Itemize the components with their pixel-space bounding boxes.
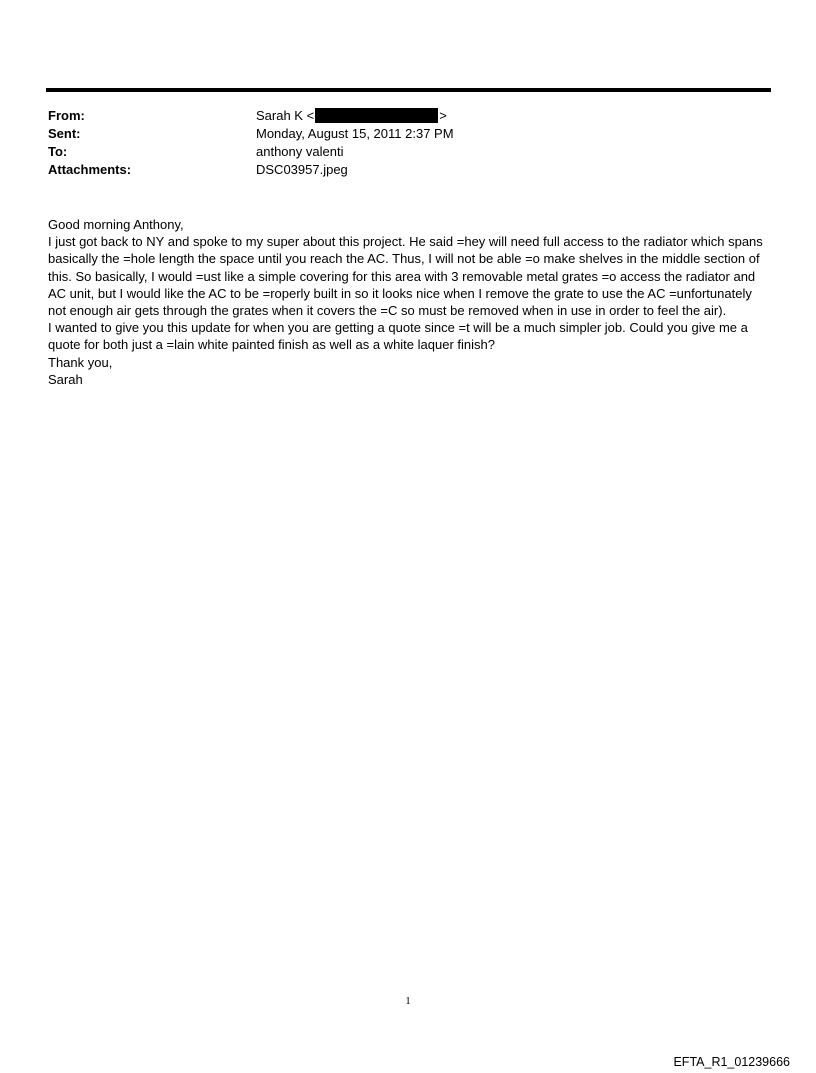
signature: Sarah (48, 371, 83, 387)
attachment-filename: DSC03957.jpeg (256, 162, 348, 177)
to-value: anthony valenti (256, 144, 344, 159)
to-label: To: (48, 144, 68, 159)
closing: Thank you, (48, 354, 113, 370)
body-paragraph-2: I wanted to give you this update for when you are getting a quote since =t will be a much simpler job. Could you give me a quote for both just a =lain white painted finish as well as a white laquer finish? (48, 320, 748, 353)
header-divider (46, 88, 771, 92)
from-row (48, 107, 768, 125)
attachments-label: Attachments: (48, 162, 132, 177)
document-id: EFTA_R1_01239666 (673, 1055, 790, 1069)
redaction-box (315, 108, 438, 123)
page-number: 1 (405, 995, 411, 1007)
body-paragraph-1: I just got back to NY and spoke to my super about this project. He said =hey will need full access to the radiator which spans basically the =hole length the space until you reach the AC. Thus, I will not be able =o make shelves in the middle section of this. So basically, I would =ust like a simple covering for this area with 3 removable metal grates =o access the radiator and AC unit, but I would like the AC to be =roperly built in so it looks nice when I remove the grate to use the AC =unfortunately not enough air gets through the grates when it covers the =C so must be removed when in use in order to feel the air). (48, 234, 763, 319)
from-value (256, 107, 768, 125)
email-close-bracket: > (439, 108, 447, 123)
sent-row (48, 125, 768, 143)
sender-name: Sarah K (256, 108, 303, 123)
sent-label: Sent: (48, 126, 81, 141)
email-open-bracket: < (306, 108, 315, 123)
attachments-row (48, 161, 768, 179)
to-row (48, 143, 768, 161)
from-label: From: (48, 108, 85, 123)
greeting: Good morning Anthony, (48, 217, 184, 232)
email-header (48, 107, 768, 179)
sent-value: Monday, August 15, 2011 2:37 PM (256, 126, 454, 141)
email-body (48, 216, 773, 388)
